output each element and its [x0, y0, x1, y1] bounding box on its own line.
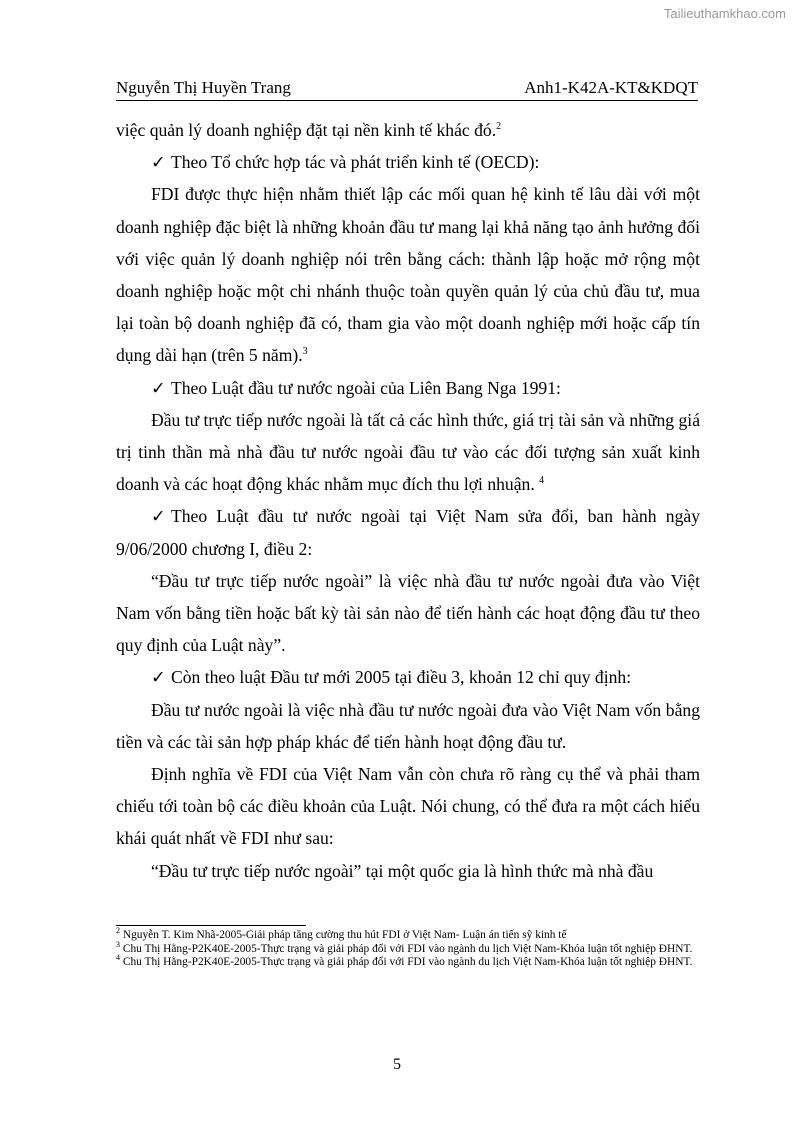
paragraph: Đầu tư nước ngoài là việc nhà đầu tư nước ngoài đưa vào Việt Nam vốn bằng tiền và các tài sản hợp pháp khác để tiến hành hoạt động đầu tư. [116, 699, 700, 752]
paragraph: Đầu tư trực tiếp nước ngoài là tất cả các hình thức, giá trị tài sản và những giá trị tinh thần mà nhà đầu tư nước ngoài đầu tư vào các đối tượng sản xuất kinh doanh và các hoạt động khác nhằm mục đích thu lợi nhuận. $^4$ [116, 409, 700, 495]
document-body [116, 114, 700, 887]
checklist-item: ✓ Theo Tổ chức hợp tác và phát triển kinh tế (OECD): [116, 146, 700, 178]
checklist-item: ✓ Còn theo luật Đầu tư mới 2005 tại điều 3, khoản 12 chỉ quy định: [116, 661, 700, 693]
footnote-divider [116, 925, 306, 926]
footnotes [116, 926, 700, 970]
checkmark-icon: ✓ [151, 152, 166, 173]
watermark: Tailieuthamkhao.com [663, 6, 786, 21]
footnote: $^3$ Chu Thị Hằng-P2K40E-2005-Thực trạng và giải pháp đối với FDI vào ngành du lịch Việt Nam-Khóa luận tốt nghiệp ĐHNT. [116, 939, 693, 955]
paragraph: Định nghĩa về FDI của Việt Nam vẫn còn chưa rõ ràng cụ thể và phải tham chiếu tới toàn bộ các điều khoản của Luật. Nói chung, có thể đưa ra một cách hiểu khái quát nhất về FDI như sau: [116, 764, 700, 849]
footnote: $^2$ Nguyễn T. Kim Nhã-2005-Giải pháp tăng cường thu hút FDI ở Việt Nam- Luận án tiến sỹ kinh tế [116, 926, 567, 941]
paragraph: “Đầu tư trực tiếp nước ngoài” tại một quốc gia là hình thức mà nhà đầu [151, 860, 654, 881]
checklist-item: ✓ Theo Luật đầu tư nước ngoài tại Việt Nam sửa đổi, ban hành ngày 9/06/2000 chương I, điều 2: [116, 500, 700, 564]
checkmark-icon: ✓ [151, 667, 166, 688]
footnote: $^4$ Chu Thị Hằng-P2K40E-2005-Thực trạng và giải pháp đối với FDI vào ngành du lịch Việt Nam-Khóa luận tốt nghiệp ĐHNT. [116, 953, 693, 968]
header-class-code: Anh1-K42A-KT&KDQT [524, 78, 698, 97]
header-author: Nguyễn Thị Huyền Trang [116, 78, 291, 97]
checkmark-icon: ✓ [151, 506, 166, 527]
paragraph: việc quản lý doanh nghiệp đặt tại nền kinh tế khác đó.$^2$ [116, 120, 502, 140]
checkmark-icon: ✓ [151, 377, 166, 398]
checklist-item: ✓ Theo Luật đầu tư nước ngoài của Liên Bang Nga 1991: [116, 372, 700, 404]
footnote-ref: 2 [496, 121, 502, 133]
paragraph: “Đầu tư trực tiếp nước ngoài” là việc nhà đầu tư nước ngoài đưa vào Việt Nam vốn bằng tiền hoặc bất kỳ tài sản nào để tiến hành các hoạt động đầu tư theo quy định của Luật này”. [116, 570, 700, 656]
footnote-ref: 3 [302, 346, 308, 358]
footnote-ref: 4 [539, 475, 545, 487]
page-number: 5 [393, 1056, 401, 1073]
page-header [116, 76, 698, 101]
paragraph: FDI được thực hiện nhằm thiết lập các mối quan hệ kinh tế lâu dài với một doanh nghiệp đặc biệt là những khoản đầu tư mang lại khả năng tạo ảnh hưởng đối với việc quản lý doanh nghiệp nói trên bằng cách: thành lập hoặc mở rộng một doanh nghiệp hoặc một chi nhánh thuộc toàn quyền quản lý của chủ đầu tư, mua lại toàn bộ doanh nghiệp đã có, tham gia vào một doanh nghiệp mới hoặc cấp tín dụng dài hạn (trên 5 năm).$^3$ [116, 184, 700, 366]
